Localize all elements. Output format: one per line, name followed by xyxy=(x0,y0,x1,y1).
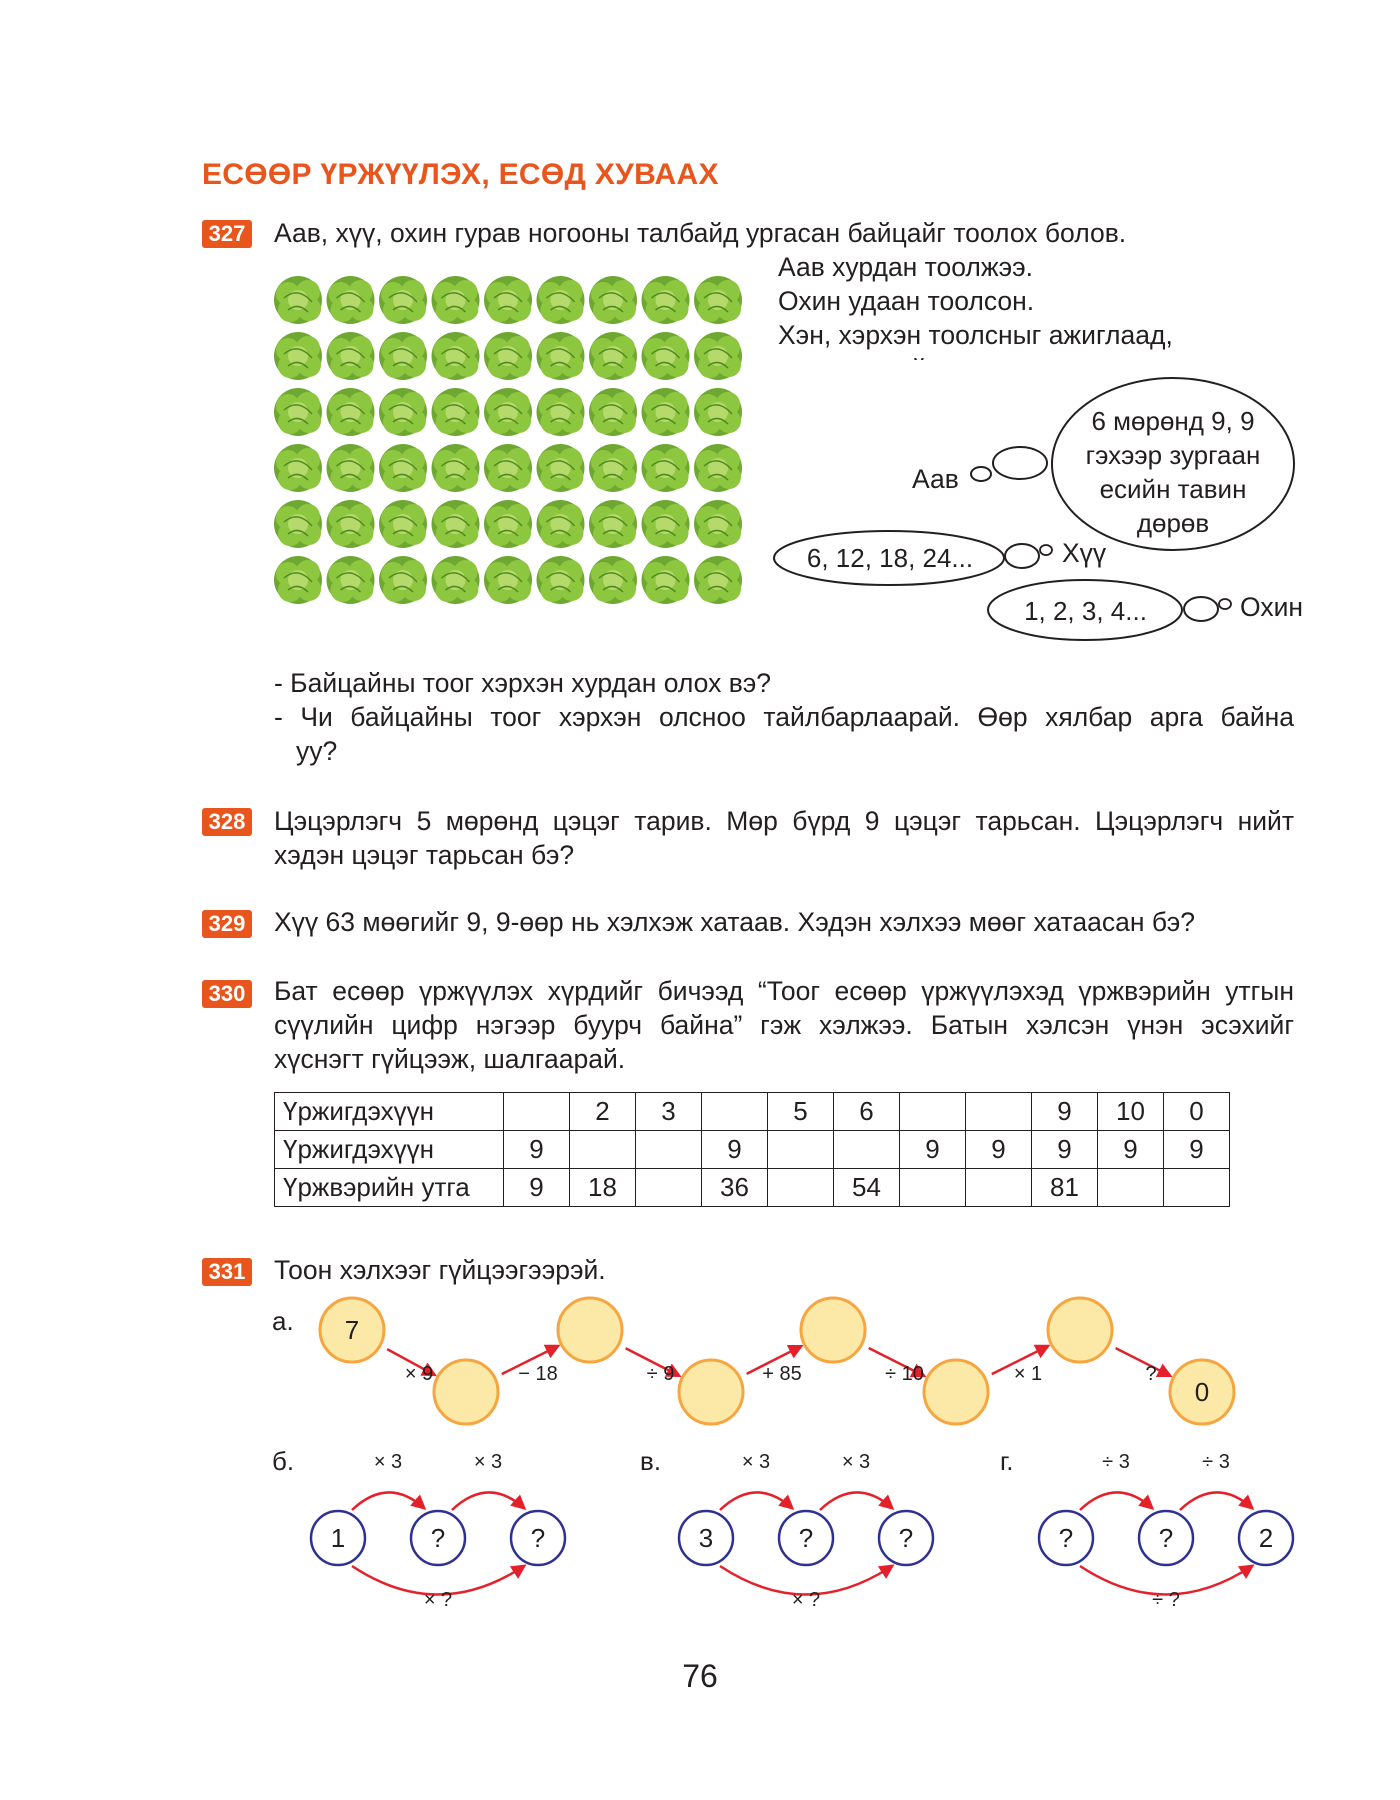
ex327-side-line-1: Аав хурдан тоолжээ. xyxy=(778,252,1034,282)
cabbage-icon xyxy=(432,276,480,324)
table-cell[interactable] xyxy=(834,1131,900,1169)
cabbage-icon xyxy=(642,556,690,604)
cabbage-icon xyxy=(379,276,427,324)
cabbage-icon xyxy=(274,556,322,604)
chain-operation-label: ? xyxy=(1145,1363,1157,1385)
cabbage-icon xyxy=(537,276,585,324)
cabbage-icon xyxy=(327,444,375,492)
table-cell: 5 xyxy=(768,1093,834,1131)
exercise-number-329: 329 xyxy=(202,910,252,938)
table-row xyxy=(275,1131,1230,1169)
ex328-text-1: Цэцэрлэгч 5 мөрөнд цэцэг тарив. Мөр бүрд 9 цэцэг тарьсан. Цэцэрлэгч нийт xyxy=(274,806,1294,836)
chain-node-value: 3 xyxy=(698,1523,714,1553)
chain-node[interactable] xyxy=(1048,1298,1112,1362)
chain-operation-label: × 3 xyxy=(741,1451,771,1473)
ex327-question-1: - Байцайны тоог хэрхэн хурдан олох вэ? xyxy=(274,668,772,698)
cabbage-icon xyxy=(694,332,742,380)
cabbage-icon xyxy=(537,388,585,436)
cabbage-icon xyxy=(379,556,427,604)
chain-node-value: 1 xyxy=(330,1523,346,1553)
cabbage-icon xyxy=(642,444,690,492)
cabbage-icon xyxy=(432,332,480,380)
section-title: ЕСӨӨР ҮРЖҮҮЛЭХ, ЕСӨД ХУВААХ xyxy=(202,158,719,191)
ex327-side-line-3: Хэн, хэрхэн тоолсныг ажиглаад, xyxy=(778,320,1173,350)
table-cell: 9 xyxy=(1164,1131,1230,1169)
son-label: Хүү xyxy=(1062,538,1107,568)
father-bubble-line-1: 6 мөрөнд 9, 9 xyxy=(1091,406,1255,436)
chain-operation-label: × 9 xyxy=(404,1363,434,1385)
cabbage-icon xyxy=(274,444,322,492)
chain-node-value: ? xyxy=(798,1523,814,1553)
cabbage-icon xyxy=(274,500,322,548)
ex327-question-2: - Чи байцайны тоог хэрхэн олсноо тайлбарлаарай. Өөр хялбар арга байна xyxy=(274,702,1294,732)
ex327-text: Аав, хүү, охин гурав ногооны талбайд ургасан байцайг тоолох болов. xyxy=(274,218,1127,248)
son-bubble-text: 6, 12, 18, 24... xyxy=(806,543,974,573)
table-cell: 3 xyxy=(636,1093,702,1131)
cabbage-icon xyxy=(642,500,690,548)
chain-operation-label: ÷ 9 xyxy=(646,1363,675,1385)
table-cell: 9 xyxy=(1032,1131,1098,1169)
ex327-side-line-2: Охин удаан тоолсон. xyxy=(778,286,1035,316)
cabbage-icon xyxy=(694,500,742,548)
ex329-text: Хүү 63 мөөгийг 9, 9-өөр нь хэлхэж хатаав. Хэдэн хэлхээ мөөг хатаасан бэ? xyxy=(274,907,1195,937)
cabbage-icon xyxy=(484,500,532,548)
chain-total-label: × ? xyxy=(423,1589,453,1611)
chain-node[interactable] xyxy=(679,1360,743,1424)
cabbage-icon xyxy=(694,556,742,604)
chain-operation-label: × 3 xyxy=(373,1451,403,1473)
cabbage-icon xyxy=(589,556,637,604)
table-cell[interactable] xyxy=(702,1093,768,1131)
daughter-cloud-dot-large xyxy=(1184,597,1218,621)
table-cell: 2 xyxy=(570,1093,636,1131)
chain-label: г. xyxy=(1000,1446,1014,1476)
table-cell[interactable] xyxy=(900,1093,966,1131)
father-cloud-dot-large xyxy=(993,447,1047,479)
father-bubble-line-4: дөрөв xyxy=(1136,508,1210,538)
son-cloud-dot-small xyxy=(1040,545,1052,555)
cabbage-icon xyxy=(327,332,375,380)
son-cloud-dot-large xyxy=(1005,544,1039,568)
table-cell: 0 xyxy=(1164,1093,1230,1131)
chain-operation-label: + 85 xyxy=(762,1363,802,1385)
chain-node-value: ? xyxy=(898,1523,914,1553)
table-row xyxy=(275,1169,1230,1207)
chain-node[interactable] xyxy=(434,1360,498,1424)
cabbage-icon xyxy=(484,556,532,604)
chain-operation-label: × 3 xyxy=(473,1451,503,1473)
ex327-question-2-cont: уу? xyxy=(296,736,338,766)
ex331-text: Тоон хэлхээг гүйцээгээрэй. xyxy=(274,1255,606,1285)
cabbage-icon xyxy=(589,388,637,436)
chain-arrow xyxy=(352,1492,424,1510)
chain-operation-label: × 3 xyxy=(841,1451,871,1473)
chain-node[interactable] xyxy=(558,1298,622,1362)
table-row xyxy=(275,1093,1230,1131)
exercise-number-328: 328 xyxy=(202,808,252,836)
father-label: Аав xyxy=(912,464,959,494)
cabbage-icon xyxy=(432,500,480,548)
cabbage-icon xyxy=(484,388,532,436)
cabbage-icon xyxy=(694,444,742,492)
cabbage-icon xyxy=(379,388,427,436)
cabbage-icon xyxy=(327,500,375,548)
table-cell: 10 xyxy=(1098,1093,1164,1131)
chain-node-value: ? xyxy=(430,1523,446,1553)
table-cell[interactable] xyxy=(768,1169,834,1207)
table-cell[interactable] xyxy=(636,1131,702,1169)
chain-arrow xyxy=(1180,1492,1252,1510)
cabbage-icon xyxy=(537,556,585,604)
chain-arrow xyxy=(1116,1348,1170,1376)
cabbage-icon xyxy=(537,500,585,548)
table-cell: 18 xyxy=(570,1169,636,1207)
cabbage-icon xyxy=(432,388,480,436)
cabbage-icon xyxy=(537,444,585,492)
table-cell: 54 xyxy=(834,1169,900,1207)
chain-node-value: 7 xyxy=(344,1315,360,1345)
cabbage-icon xyxy=(484,276,532,324)
table-cell: 9 xyxy=(504,1169,570,1207)
cabbage-icon xyxy=(327,388,375,436)
chain-node-value: ? xyxy=(530,1523,546,1553)
number-chains-small xyxy=(260,1430,1310,1620)
exercise-number-327: 327 xyxy=(202,220,252,248)
chain-operation-label: ÷ 3 xyxy=(1102,1451,1130,1473)
cabbage-icon xyxy=(379,500,427,548)
chain-total-label: × ? xyxy=(791,1589,821,1611)
table-cell[interactable] xyxy=(1164,1169,1230,1207)
chain-node[interactable] xyxy=(801,1298,865,1362)
cabbage-icon xyxy=(432,556,480,604)
cabbage-icon xyxy=(432,444,480,492)
cabbage-icon xyxy=(642,388,690,436)
ex330-text-1: Бат есөөр үржүүлэх хүрдийг бичээд “Тоог есөөр үржүүлэхэд үржвэрийн утгын xyxy=(274,976,1294,1006)
table-cell[interactable] xyxy=(504,1093,570,1131)
father-bubble-line-2: гэхээр зургаан xyxy=(1085,440,1261,470)
cabbage-icon xyxy=(484,444,532,492)
table-cell: 6 xyxy=(834,1093,900,1131)
chain-label: в. xyxy=(640,1446,662,1476)
chain-arrow xyxy=(452,1492,524,1510)
chain-a-label: а. xyxy=(272,1306,294,1336)
number-chain-a xyxy=(260,1290,1310,1430)
multiplication-table xyxy=(274,1092,1230,1207)
daughter-label: Охин xyxy=(1240,592,1304,622)
chain-arrow xyxy=(1080,1492,1152,1510)
table-cell: 9 xyxy=(1032,1093,1098,1131)
cabbage-icon xyxy=(694,388,742,436)
cabbage-icon xyxy=(274,388,322,436)
father-cloud-dot-small xyxy=(971,467,991,481)
chain-total-label: ÷ ? xyxy=(1152,1589,1180,1611)
cabbage-icon xyxy=(484,332,532,380)
table-cell: 9 xyxy=(702,1131,768,1169)
cabbage-icon xyxy=(589,444,637,492)
cabbage-icon xyxy=(274,332,322,380)
cabbage-icon xyxy=(589,276,637,324)
chain-node-value: ? xyxy=(1058,1523,1074,1553)
table-header-cell: Үржвэрийн утга xyxy=(275,1169,504,1207)
cabbage-icon xyxy=(274,276,322,324)
daughter-cloud-dot-small xyxy=(1219,599,1231,609)
chain-label: б. xyxy=(272,1446,295,1476)
exercise-number-331: 331 xyxy=(202,1258,252,1286)
chain-node-value: 2 xyxy=(1258,1523,1274,1553)
table-header-cell: Үржигдэхүүн xyxy=(275,1131,504,1169)
cabbage-icon xyxy=(327,276,375,324)
chain-node-value: 0 xyxy=(1194,1377,1210,1407)
table-cell[interactable] xyxy=(966,1093,1032,1131)
daughter-bubble-text: 1, 2, 3, 4... xyxy=(1024,596,1147,626)
chain-operation-label: × 1 xyxy=(1013,1363,1043,1385)
table-cell: 81 xyxy=(1032,1169,1098,1207)
chain-node[interactable] xyxy=(924,1360,988,1424)
ex330-text-2: сүүлийн цифр нэгээр буурч байна” гэж хэлжээ. Батын хэлсэн үнэн эсэхийг xyxy=(274,1010,1294,1040)
chain-arrow xyxy=(820,1492,892,1510)
table-cell: 9 xyxy=(900,1131,966,1169)
table-cell: 9 xyxy=(504,1131,570,1169)
cabbage-icon xyxy=(379,444,427,492)
ex328-text-2: хэдэн цэцэг тарьсан бэ? xyxy=(274,840,575,870)
cabbage-grid xyxy=(272,272,744,608)
chain-arrow xyxy=(720,1492,792,1510)
table-cell[interactable] xyxy=(1098,1169,1164,1207)
table-cell[interactable] xyxy=(900,1169,966,1207)
cabbage-icon xyxy=(642,276,690,324)
cabbage-icon xyxy=(589,500,637,548)
table-cell[interactable] xyxy=(768,1131,834,1169)
cabbage-icon xyxy=(537,332,585,380)
cabbage-icon xyxy=(379,332,427,380)
table-cell: 9 xyxy=(1098,1131,1164,1169)
chain-operation-label: ÷ 10 xyxy=(885,1363,924,1385)
table-header-cell: Үржигдэхүүн xyxy=(275,1093,504,1131)
chain-operation-label: ÷ 3 xyxy=(1202,1451,1230,1473)
cabbage-icon xyxy=(642,332,690,380)
cabbage-icon xyxy=(694,276,742,324)
cabbage-icon xyxy=(327,556,375,604)
page-number: 76 xyxy=(682,1658,718,1694)
ex330-text-3: хүснэгт гүйцээж, шалгаарай. xyxy=(274,1044,626,1074)
table-cell[interactable] xyxy=(966,1169,1032,1207)
table-cell[interactable] xyxy=(636,1169,702,1207)
father-bubble-line-3: есийн тавин xyxy=(1099,474,1247,504)
cabbage-icon xyxy=(589,332,637,380)
chain-operation-label: − 18 xyxy=(518,1363,558,1385)
table-cell: 9 xyxy=(966,1131,1032,1169)
chain-node-value: ? xyxy=(1158,1523,1174,1553)
exercise-number-330: 330 xyxy=(202,980,252,1008)
table-cell[interactable] xyxy=(570,1131,636,1169)
table-cell: 36 xyxy=(702,1169,768,1207)
